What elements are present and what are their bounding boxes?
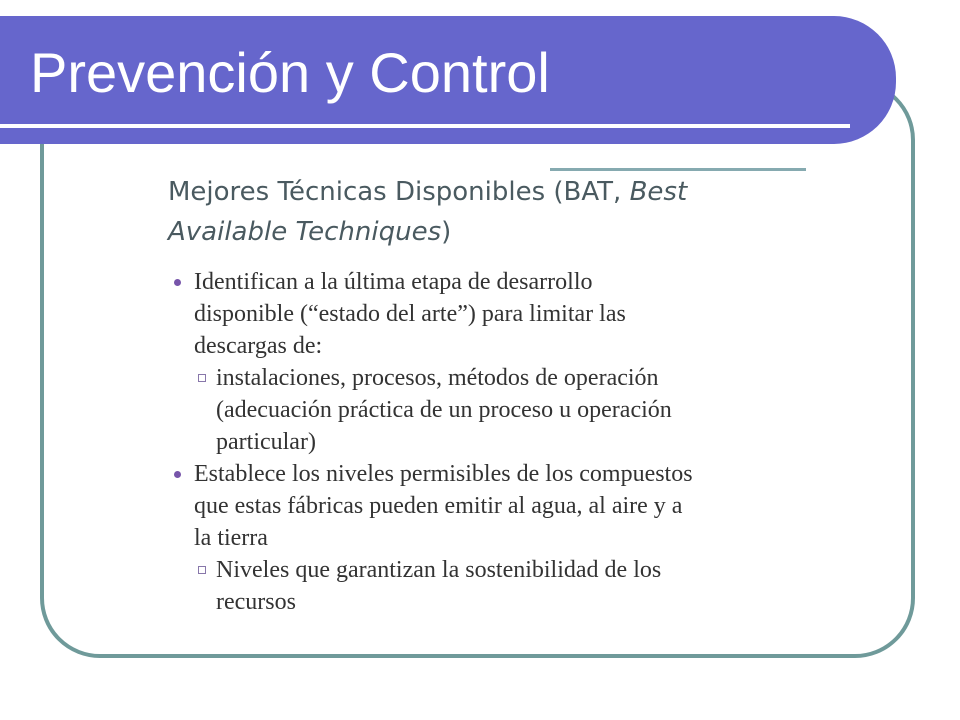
bullet-dot-icon [174,279,181,286]
embedded-slide-image [158,168,806,630]
title-underline [0,124,850,128]
sub-bullet-square-icon [198,374,206,382]
list-item [158,362,806,458]
bullet-line: disponible (“estado del arte”) para limitar las [194,301,626,327]
bullet-line: Establece los niveles permisibles de los compuestos [194,461,693,487]
sub-bullet-line: instalaciones, procesos, métodos de operación [216,365,659,391]
list-item [158,554,806,618]
slide-title: Prevención y Control [30,41,550,104]
bullet-line: Identifican a la última etapa de desarrollo [194,269,593,295]
bullet-list [158,266,806,618]
sub-bullet-line: Niveles que garantizan la sostenibilidad de los [216,557,662,583]
heading-italic-available-techniques: Available Techniques [168,217,442,247]
bullet-line: descargas de: [194,333,323,359]
bullet-dot-icon [174,471,181,478]
sub-bullet-square-icon [198,566,206,574]
list-item [158,458,806,554]
bullet-line: que estas fábricas pueden emitir al agua, al aire y a [194,493,683,519]
embedded-top-rule [550,168,806,171]
bullet-line: la tierra [194,525,268,551]
sub-bullet-line: recursos [216,589,296,615]
list-item [158,266,806,362]
heading-close: ) [441,217,452,247]
sub-bullet-line: particular) [216,429,316,455]
sub-bullet-line: (adecuación práctica de un proceso u operación [216,397,672,423]
heading-italic-best: Best [629,177,688,207]
heading-lead: Mejores Técnicas Disponibles (BAT, [168,177,630,207]
sub-heading [168,172,806,252]
